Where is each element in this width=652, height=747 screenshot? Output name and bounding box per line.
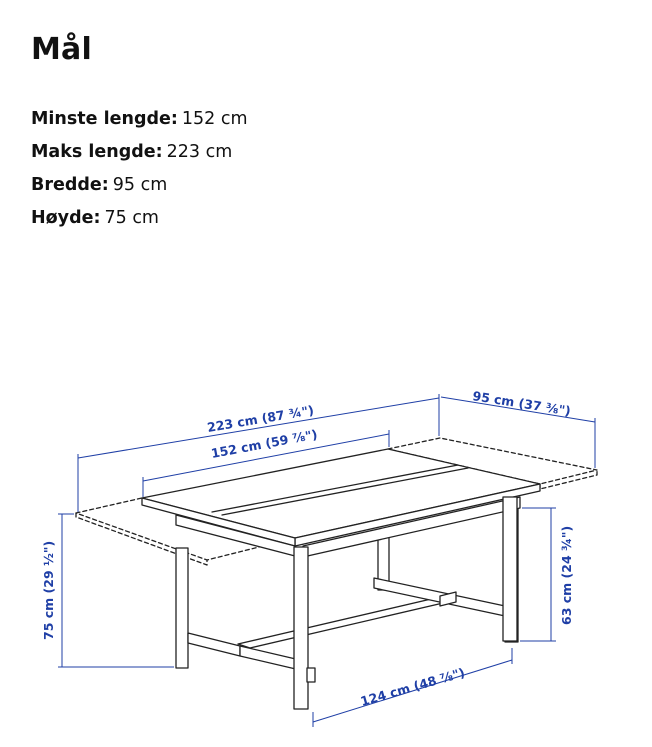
spec-width	[31, 169, 248, 202]
width-label: 95 cm (37 ⅜")	[471, 388, 572, 419]
spec-value: 75 cm	[104, 208, 159, 228]
spec-value: 223 cm	[166, 142, 233, 162]
spec-label: Bredde:	[31, 175, 109, 195]
front-left-leg	[294, 547, 308, 709]
right-extension-leaf-edge	[540, 470, 597, 489]
max-length-label: 223 cm (87 ¾")	[206, 402, 315, 435]
spec-value: 95 cm	[112, 175, 168, 195]
center-stretcher	[238, 596, 456, 648]
apron-height-label: 63 cm (24 ¾")	[559, 525, 574, 625]
min-length-label: 152 cm (59 ⅞")	[209, 426, 319, 461]
leg-bracket	[307, 668, 315, 682]
back-left-leg	[176, 548, 188, 668]
spec-label: Høyde:	[31, 208, 101, 228]
center-stretcher-face	[240, 646, 300, 670]
table-dimension-drawing	[0, 380, 652, 747]
spec-min-length	[31, 103, 248, 136]
page-title: Mål	[31, 32, 92, 67]
leg-span-label: 124 cm (48 ⅞")	[358, 664, 467, 709]
spec-height	[31, 202, 248, 235]
spec-value: 152 cm	[181, 109, 248, 129]
side-stretcher-left	[188, 633, 240, 656]
spec-label: Minste lengde:	[31, 109, 178, 129]
spec-list	[31, 103, 248, 235]
height-label: 75 cm (29 ½")	[41, 540, 56, 640]
front-right-leg	[503, 497, 517, 641]
spec-max-length	[31, 136, 248, 169]
spec-label: Maks lengde:	[31, 142, 163, 162]
